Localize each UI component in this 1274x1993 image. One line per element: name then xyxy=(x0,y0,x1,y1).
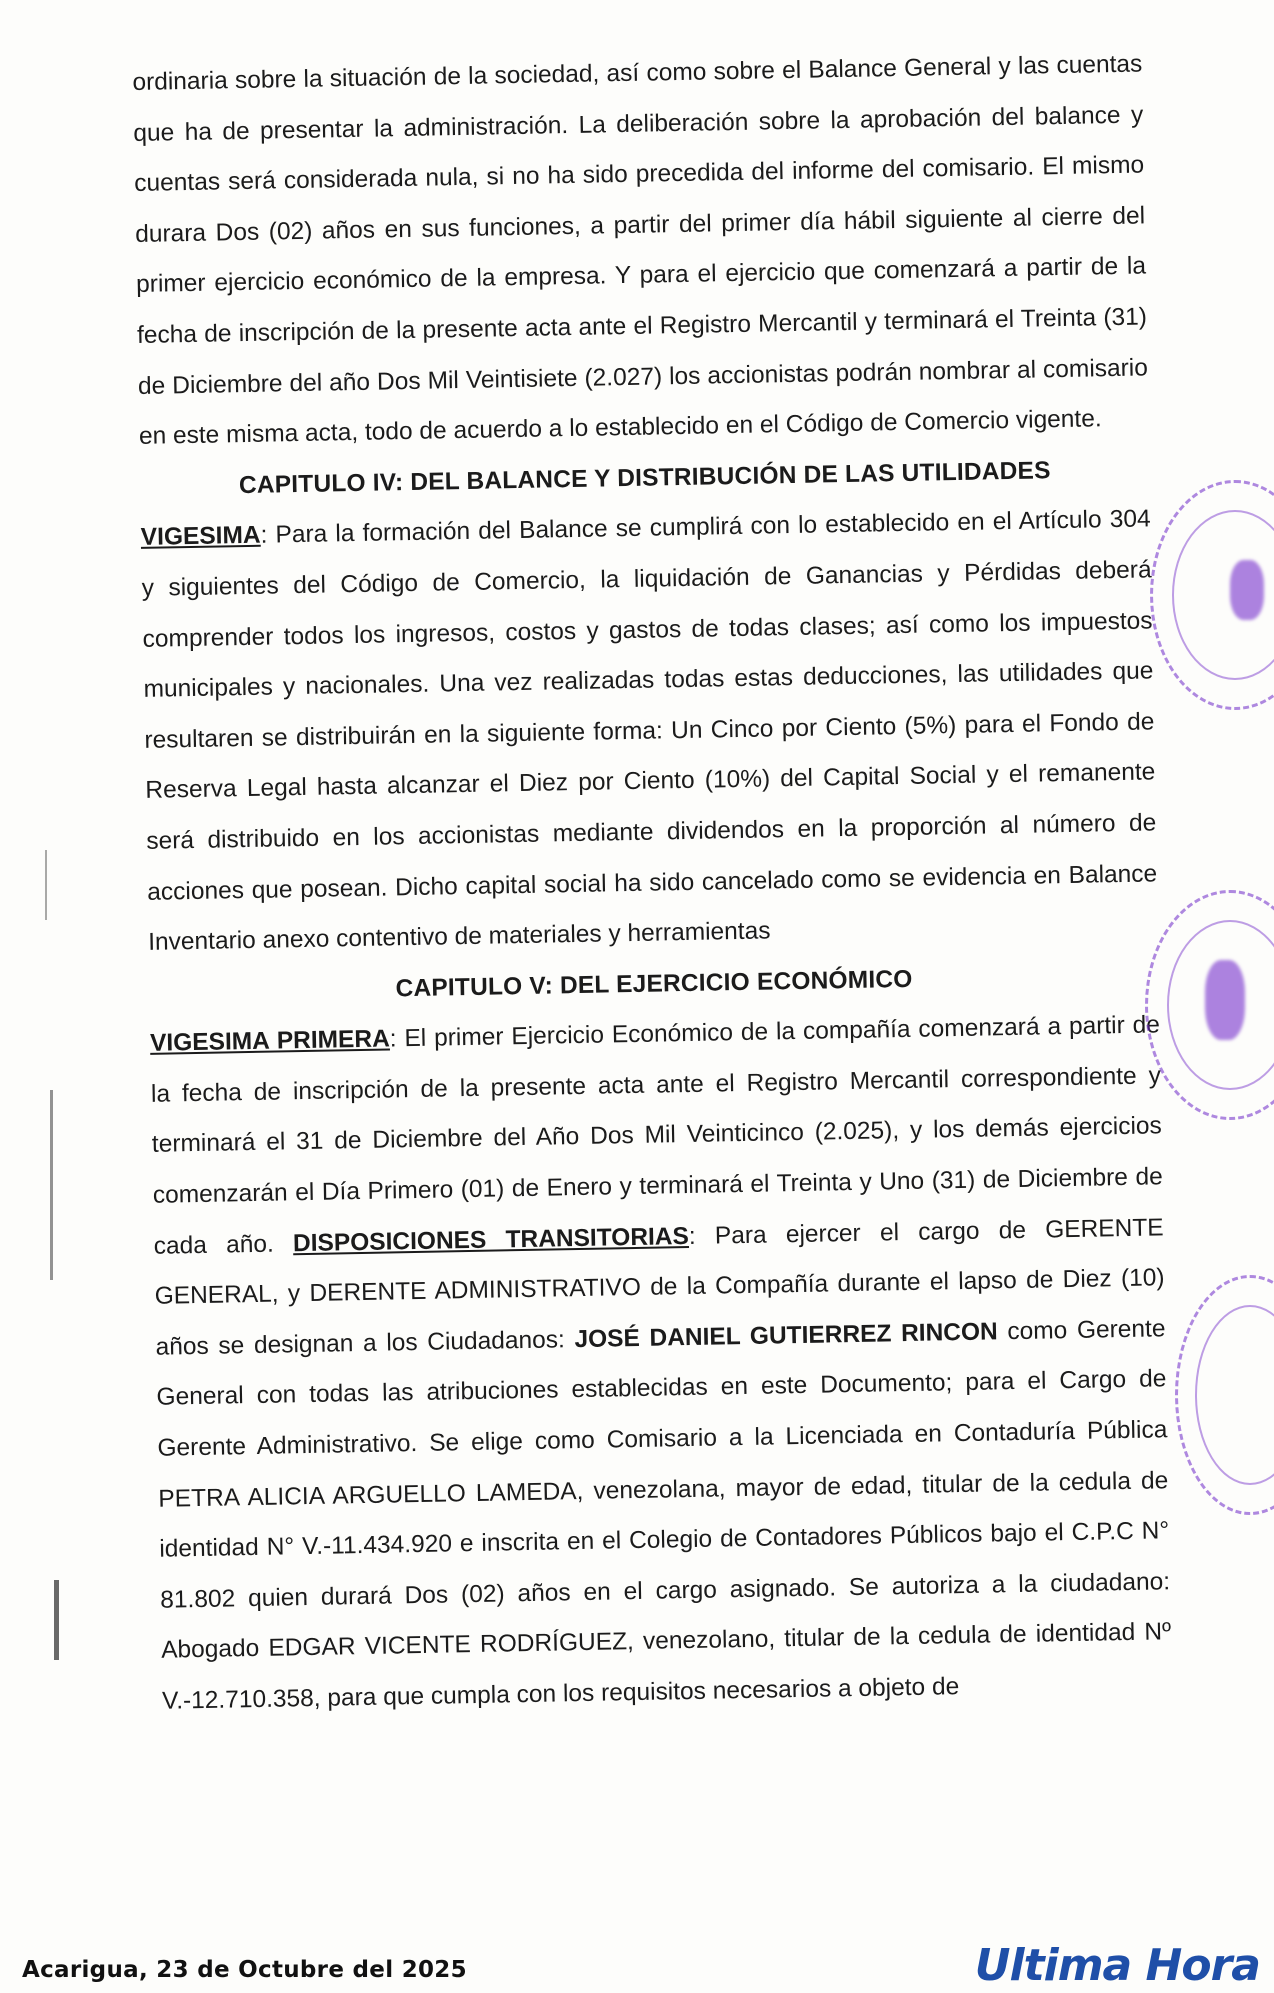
registry-stamp-bottom xyxy=(1175,1275,1274,1515)
clause-vigesima xyxy=(140,495,1158,969)
registry-stamp-middle xyxy=(1145,890,1274,1120)
ultima-hora-logo: Ultima Hora xyxy=(974,1940,1260,1991)
chapter-4-heading: CAPITULO IV: DEL BALANCE Y DISTRIBUCIÓN DE LAS UTILIDADES xyxy=(238,456,1051,499)
chapter-5-heading: CAPITULO V: DEL EJERCICIO ECONÓMICO xyxy=(395,965,913,1003)
document-body xyxy=(132,39,1172,1727)
general-manager-name: JOSÉ DANIEL GUTIERREZ RINCON xyxy=(574,1318,998,1353)
clause-vigesima-primera xyxy=(150,1001,1173,1728)
clause-vigesima-text: : Para la formación del Balance se cumplirá con lo establecido en el Artículo 304 y siguientes del Código de Comercio, la liquidación de Ganancias y Pérdidas deberá comprender todos los ingresos, costos y gastos de todas clases; así como los impuestos municipales y nacionales. Una vez realizadas todas estas deducciones, las utilidades que resultaren se distribuirán en la siguiente forma: Un Cinco por Ciento (5%) para el Fondo de Reserva Legal hasta alcanzar el Diez por Ciento (10%) del Capital Social y el remanente será distribuido en los accionistas mediante dividendos en la proporción al número de acciones que posean. Dicho capital social ha sido cancelado como se evidencia en Balance Inventario anexo contentivo de materiales y herramientas xyxy=(141,505,1158,956)
transitory-provisions-text-2: como Gerente General con todas las atribuciones establecidas en este Documento; para el Cargo de Gerente Administrativo. Se elige como Comisario a la Licenciada en Contaduría Pública PETRA ALICIA ARGUELLO LAMEDA, venezolana, mayor de edad, titular de la cedula de identidad N° V.-11.434.920 e inscrita en el Colegio de Contadores Públicos bajo el C.P.C N° 81.802 quien durará Dos (02) años en el cargo asignado. Se autoriza a la ciudadano: Abogado EDGAR VICENTE RODRÍGUEZ, venezolano, titular de la cedula de identidad Nº V.-12.710.358, para que cumpla con los requisitos necesarios a objeto de xyxy=(156,1315,1172,1715)
margin-scan-mark xyxy=(50,1090,53,1280)
transitory-provisions-text-1: : Para ejercer el cargo de GERENTE GENERAL, y DERENTE ADMINISTRATIVO de la Compañía durante el lapso de Diez (10) años se designan a los Ciudadanos: xyxy=(154,1213,1165,1361)
margin-scan-mark xyxy=(45,850,47,920)
margin-scan-mark xyxy=(54,1580,59,1660)
footer-date-line: Acarigua, 23 de Octubre del 2025 xyxy=(22,1957,467,1983)
transitory-provisions-title: DISPOSICIONES TRANSITORIAS xyxy=(292,1222,690,1257)
clause-vigesima-title: VIGESIMA xyxy=(140,522,261,552)
opening-paragraph: ordinaria sobre la situación de la sociedad, así como sobre el Balance General y las cuentas que ha de presentar la administración. La deliberación sobre la aprobación del balance y cuentas será considerada nula, si no ha sido precedida del informe del comisario. El mismo durara Dos (02) años en sus funciones, a partir del primer día hábil siguiente al cierre del primer ejercicio económico de la empresa. Y para el ejercicio que comenzará a partir de la fecha de inscripción de la presente acta ante el Registro Mercantil y terminará el Treinta (31) de Diciembre del año Dos Mil Veintisiete (2.027) los accionistas podrán nombrar al comisario en este misma acta, todo de acuerdo a lo establecido en el Código de Comercio vigente. xyxy=(132,50,1149,451)
registry-stamp-top xyxy=(1150,480,1274,710)
clause-vigesima-primera-text: : El primer Ejercicio Económico de la compañía comenzará a partir de la fecha de inscripción de la presente acta ante el Registro Mercantil correspondiente y terminará el 31 de Diciembre del Año Dos Mil Veinticinco (2.025), y los demás ejercicios comenzarán el Día Primero (01) de Enero y terminará el Treinta y Uno (31) de Diciembre de cada año. xyxy=(150,1011,1163,1260)
clause-vigesima-primera-title: VIGESIMA PRIMERA xyxy=(149,1025,391,1058)
